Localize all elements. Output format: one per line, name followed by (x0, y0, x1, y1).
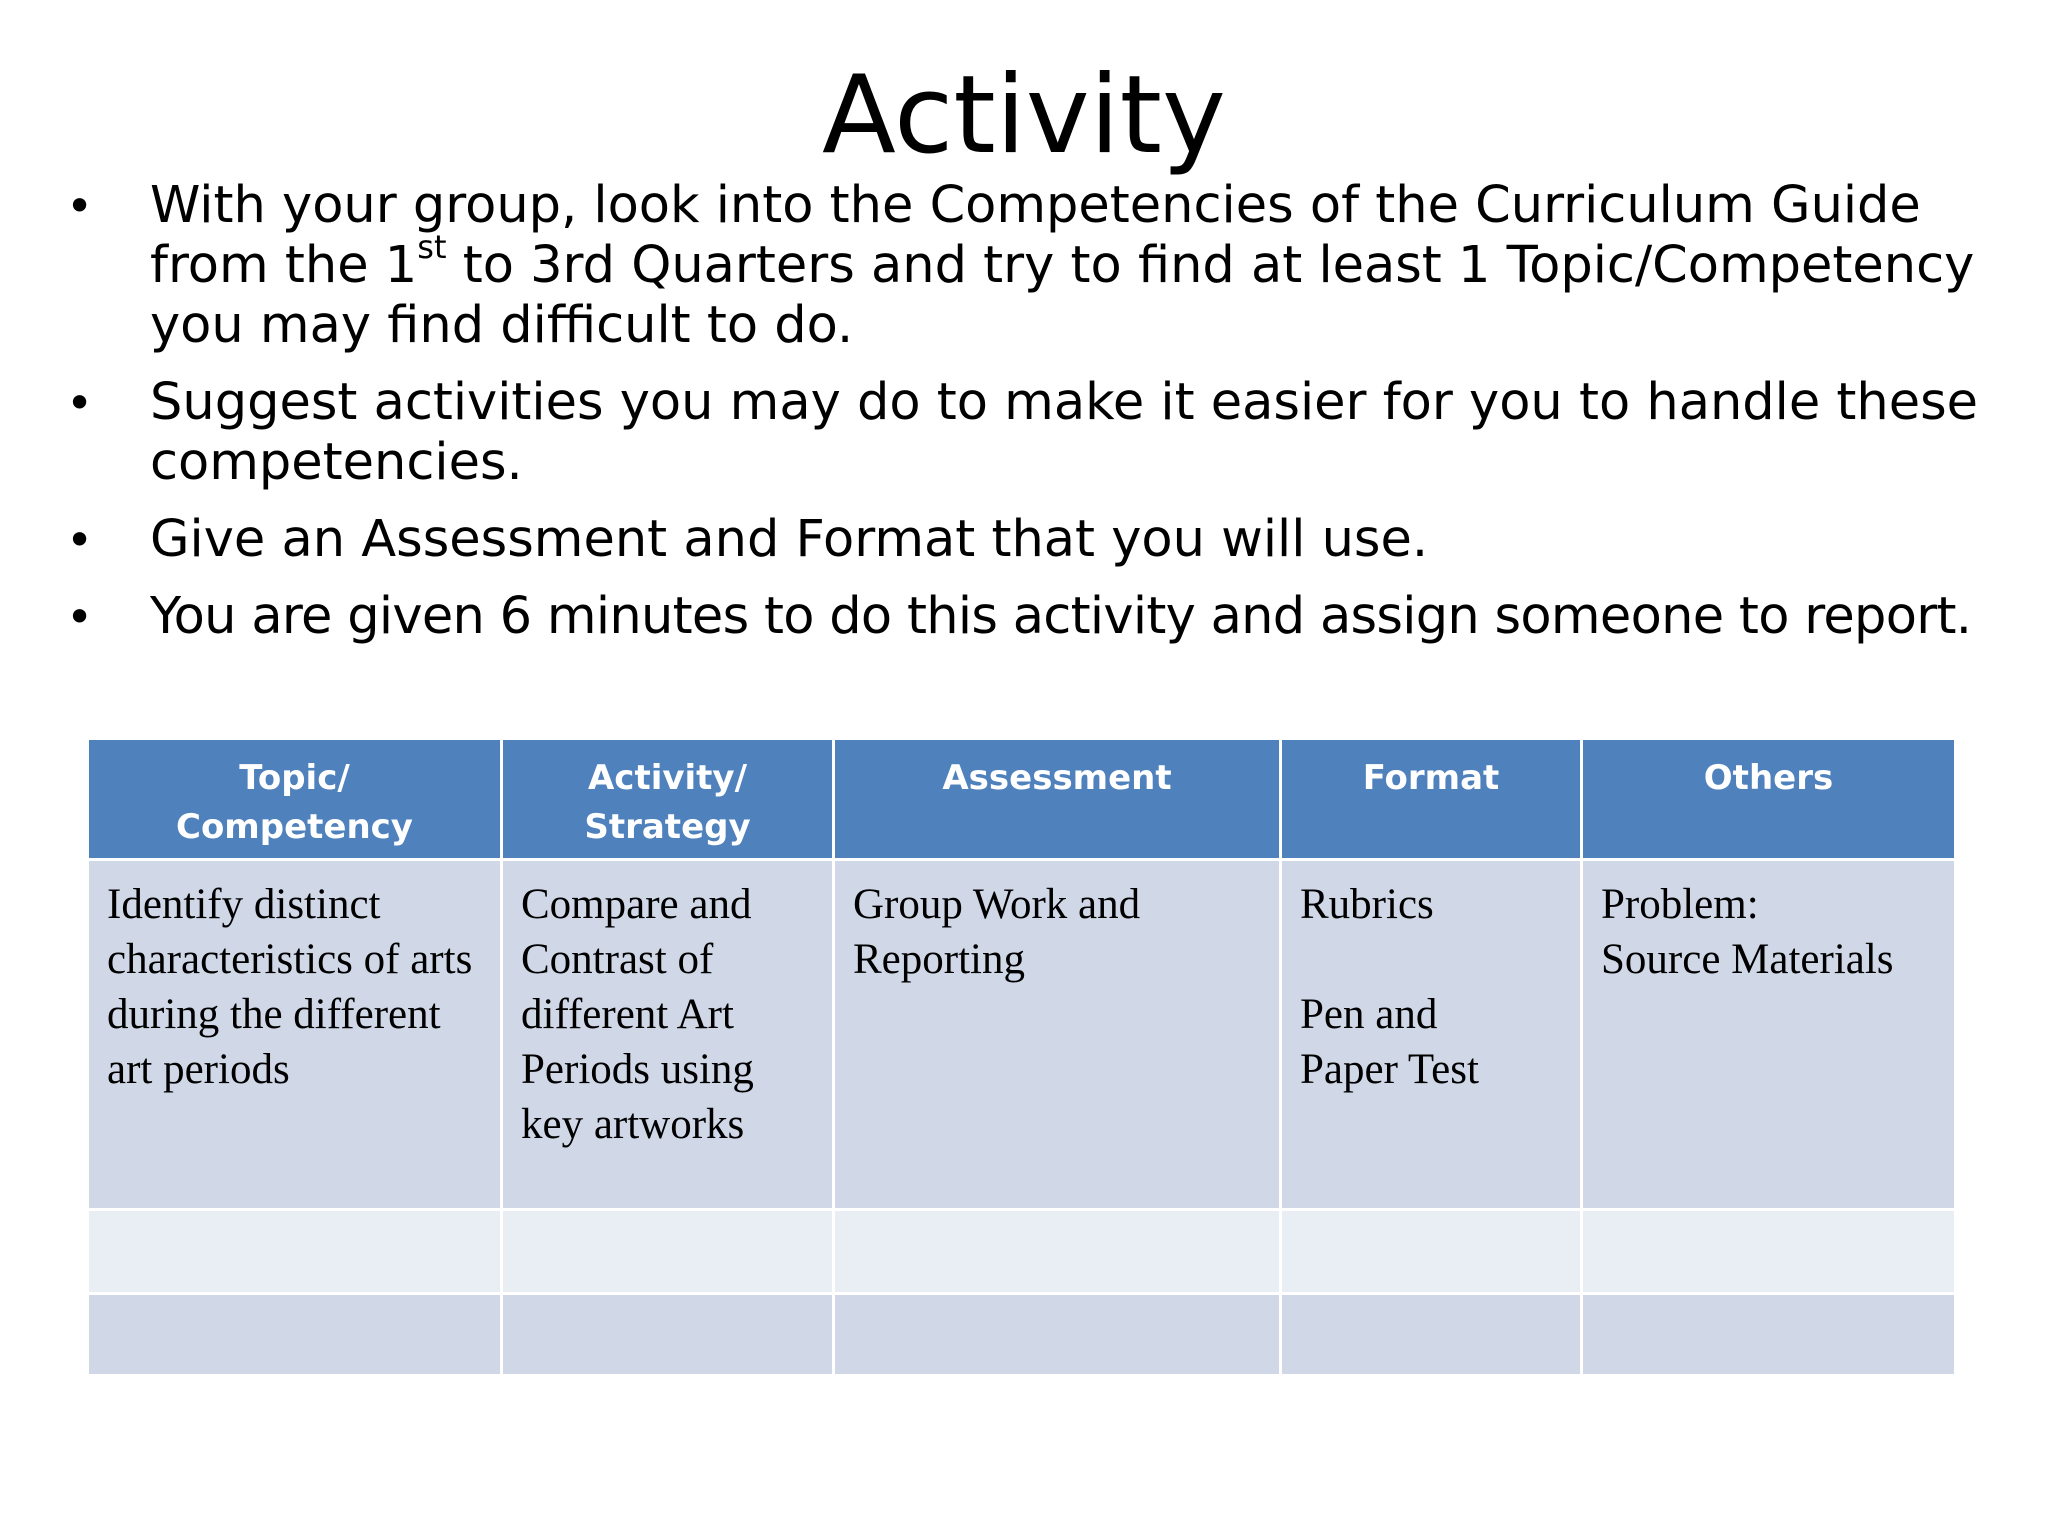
bullet-item (66, 510, 2026, 570)
table-cell: Group Work and Reporting (834, 860, 1281, 1210)
bullet-text: Give an Assessment and Format that you will use. (150, 510, 1429, 569)
header-activity-strategy: Activity/ Strategy (502, 739, 834, 860)
table-cell (502, 1210, 834, 1294)
activity-table-container (86, 737, 1954, 1377)
table-cell (1582, 1210, 1956, 1294)
header-topic-competency: Topic/ Competency (88, 739, 502, 860)
table-cell: Compare and Contrast of different Art Periods using key artworks (502, 860, 834, 1210)
table-cell (88, 1210, 502, 1294)
bullet-item (66, 587, 2026, 647)
table-cell (88, 1294, 502, 1376)
table-cell (834, 1294, 1281, 1376)
bullet-list (66, 176, 2026, 664)
table-cell: Rubrics Pen and Paper Test (1281, 860, 1582, 1210)
bullet-text: You are given 6 minutes to do this activity and assign someone to report. (150, 587, 1972, 646)
table-row (88, 1210, 1956, 1294)
activity-table (86, 737, 1957, 1377)
bullet-dot-icon: • (66, 179, 94, 233)
table-cell (1582, 1294, 1956, 1376)
table-cell (1281, 1294, 1582, 1376)
table-row (88, 1294, 1956, 1376)
bullet-text: With your group, look into the Competencies of the Curriculum Guide from the 1st to 3rd Quarters and try to find at least 1 Topic/Competency you may find difficult to do. (150, 176, 1975, 355)
table-row (88, 860, 1956, 1210)
table-cell: Identify distinct characteristics of arts during the different art periods (88, 860, 502, 1210)
table-cell (1281, 1210, 1582, 1294)
table-cell (502, 1294, 834, 1376)
bullet-dot-icon: • (66, 376, 94, 430)
header-others: Others (1582, 739, 1956, 860)
table-cell (834, 1210, 1281, 1294)
bullet-item (66, 176, 2026, 356)
table-cell: Problem: Source Materials (1582, 860, 1956, 1210)
header-assessment: Assessment (834, 739, 1281, 860)
bullet-dot-icon: • (66, 590, 93, 644)
slide-title: Activity (822, 53, 1226, 178)
bullet-text: Suggest activities you may do to make it easier for you to handle these competencies. (150, 373, 1979, 492)
table-header-row (88, 739, 1956, 860)
bullet-dot-icon: • (66, 513, 94, 567)
header-format: Format (1281, 739, 1582, 860)
bullet-item (66, 373, 2026, 493)
